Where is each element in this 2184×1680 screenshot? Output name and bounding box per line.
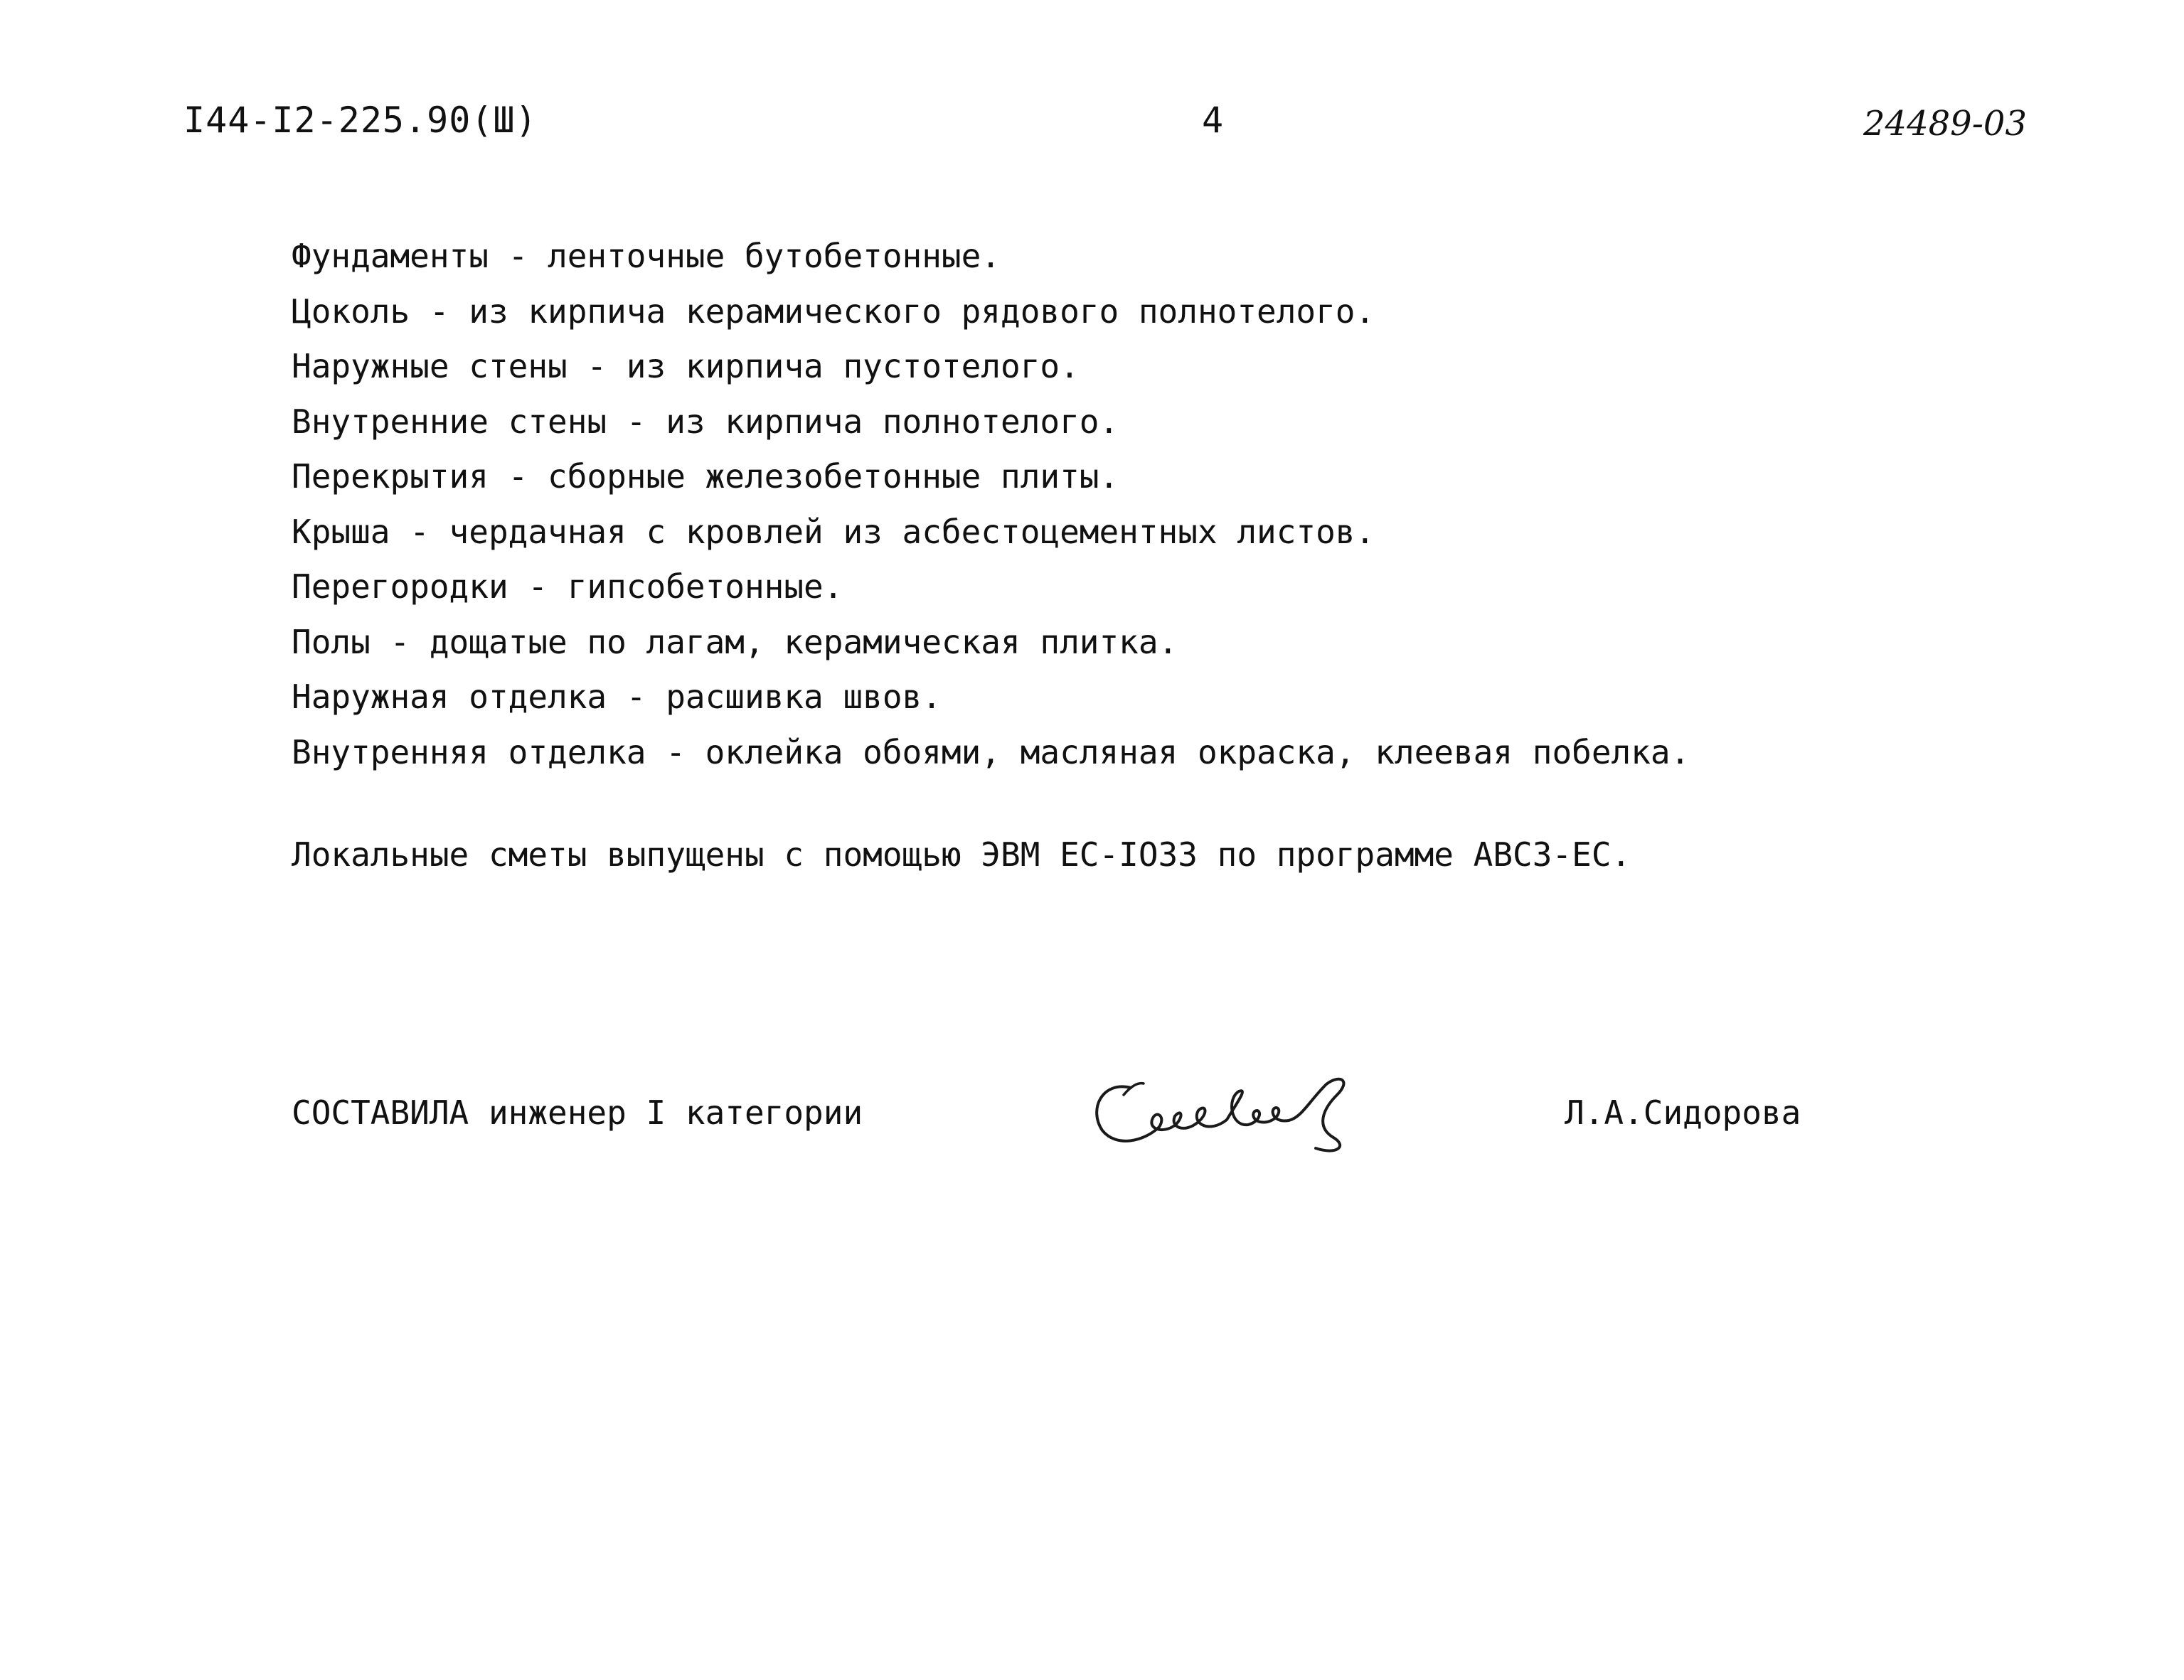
page-number: 4 — [1202, 100, 1224, 141]
signer-name: Л.А.Сидорова — [1565, 1093, 1801, 1132]
handwritten-doc-number: 24489-03 — [1863, 104, 2027, 144]
spec-line-exterior-finish: Наружная отделка - расшивка швов. — [292, 678, 942, 716]
spec-line-roof: Крыша - чердачная с кровлей из асбестоцементных листов. — [292, 512, 1375, 551]
compiled-by-label: СОСТАВИЛА инженер I категории — [292, 1093, 863, 1132]
spec-line-floors-slabs: Перекрытия - сборные железобетонные плиты. — [292, 457, 1119, 496]
spec-line-flooring: Полы - дощатые по лагам, керамическая плитка. — [292, 622, 1178, 661]
document-code: I44-I2-225.90(Ш) — [183, 100, 538, 141]
estimates-note: Локальные сметы выпущены с помощью ЭВМ ЕС-IО33 по программе АВСЗ-ЕС. — [292, 835, 1631, 874]
spec-line-exterior-walls: Наружные стены - из кирпича пустотелого. — [292, 347, 1080, 385]
spec-line-interior-walls: Внутренние стены - из кирпича полнотелого. — [292, 402, 1119, 441]
construction-specs-list — [292, 229, 1690, 780]
spec-line-plinth: Цоколь - из кирпича керамического рядового полнотелого. — [292, 291, 1375, 331]
spec-line-foundations: Фундаменты - ленточные бутобетонные. — [292, 237, 1001, 275]
handwritten-signature — [1081, 1059, 1394, 1159]
spec-line-interior-finish: Внутренняя отделка - оклейка обоями, масляная окраска, клеевая побелка. — [292, 732, 1690, 771]
spec-line-partitions: Перегородки - гипсобетонные. — [292, 567, 843, 606]
